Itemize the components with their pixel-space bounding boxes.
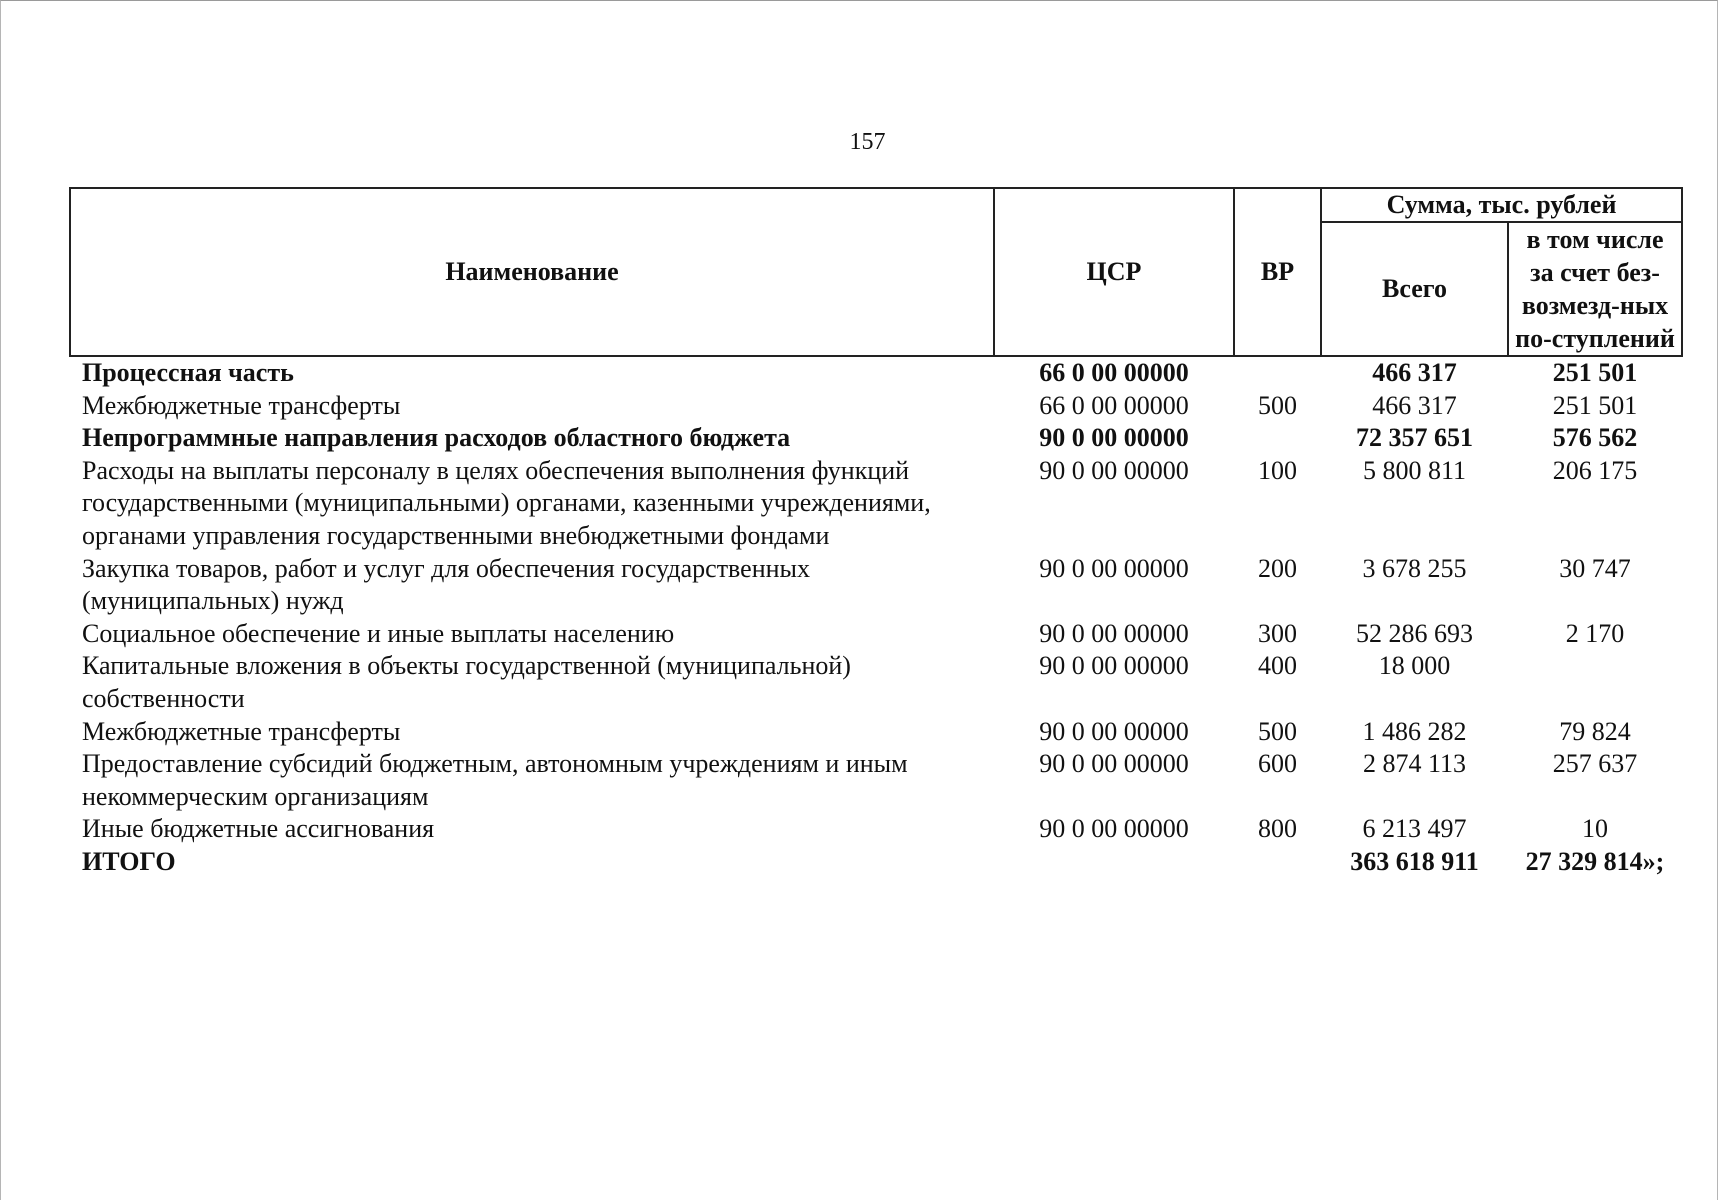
row-total: 6 213 497	[1362, 814, 1467, 844]
row-total: 466 317	[1372, 390, 1457, 420]
row-csr: 66 0 00 00000	[1039, 390, 1189, 420]
row-free: 10	[1582, 814, 1608, 844]
row-vr	[1234, 422, 1321, 455]
table-row	[70, 650, 1682, 715]
row-csr: 90 0 00 00000	[1039, 814, 1189, 844]
row-csr: 66 0 00 00000	[1039, 358, 1189, 387]
row-vr	[1234, 356, 1321, 390]
row-name: Межбюджетные трансферты	[82, 390, 401, 420]
table-header	[70, 188, 1682, 356]
row-name: Закупка товаров, работ и услуг для обеспечения государственных (муниципальных) нужд	[82, 553, 811, 616]
table-row	[70, 422, 1682, 455]
row-free: 576 562	[1552, 423, 1638, 453]
row-vr: 200	[1258, 553, 1297, 583]
row-free: 2 170	[1565, 618, 1625, 648]
table-row	[70, 716, 1682, 749]
row-free: 251 501	[1552, 358, 1638, 387]
table-row	[70, 455, 1682, 553]
row-csr	[994, 846, 1234, 879]
row-total: 5 800 811	[1362, 455, 1467, 485]
table-row	[70, 748, 1682, 813]
row-total: 3 678 255	[1362, 553, 1467, 583]
row-csr: 90 0 00 00000	[1039, 618, 1189, 648]
row-free: 30 747	[1559, 553, 1631, 583]
header-free: в том числе за счет без-возмезд-ных по-ступлений	[1508, 222, 1682, 356]
header-total: Всего	[1321, 222, 1508, 356]
row-name: ИТОГО	[82, 846, 176, 876]
header-csr: ЦСР	[994, 188, 1234, 356]
row-free: 206 175	[1552, 455, 1638, 485]
header-name: Наименование	[70, 188, 994, 356]
table-row	[70, 813, 1682, 846]
row-free: 79 824	[1559, 716, 1631, 746]
row-vr: 800	[1258, 814, 1297, 844]
row-name: Иные бюджетные ассигнования	[82, 814, 435, 844]
row-total: 2 874 113	[1362, 749, 1467, 779]
row-name: Межбюджетные трансферты	[82, 716, 401, 746]
table-row	[70, 390, 1682, 423]
row-name: Капитальные вложения в объекты государственной (муниципальной) собственности	[82, 651, 851, 713]
row-vr: 400	[1258, 651, 1297, 681]
row-csr: 90 0 00 00000	[1039, 423, 1189, 453]
row-free: 27 329 814»;	[1525, 846, 1665, 876]
row-vr: 300	[1258, 618, 1297, 648]
row-vr: 100	[1258, 455, 1297, 485]
row-total: 466 317	[1372, 358, 1457, 387]
row-name: Социальное обеспечение и иные выплаты населению	[82, 618, 675, 648]
row-free: 251 501	[1552, 390, 1638, 420]
row-vr: 500	[1258, 390, 1297, 420]
row-csr: 90 0 00 00000	[1039, 651, 1189, 681]
budget-table	[69, 187, 1683, 879]
row-csr: 90 0 00 00000	[1039, 749, 1189, 779]
page-number: 157	[849, 129, 886, 155]
row-name: Непрограммные направления расходов областного бюджета	[82, 423, 791, 453]
row-name: Предоставление субсидий бюджетным, автономным учреждениям и иным некоммерческим организациям	[82, 749, 908, 811]
row-vr	[1234, 846, 1321, 879]
table-row	[70, 356, 1682, 390]
header-sum-group: Сумма, тыс. рублей	[1321, 188, 1682, 222]
row-name: Расходы на выплаты персоналу в целях обеспечения выполнения функций государственными (муниципальными) органами, казенными учреждениями, органами управления государственными внебюджетными фондами	[82, 455, 931, 550]
table-row	[70, 553, 1682, 618]
row-csr: 90 0 00 00000	[1039, 716, 1189, 746]
table-body	[70, 356, 1682, 879]
row-vr: 500	[1258, 716, 1297, 746]
row-total: 52 286 693	[1356, 618, 1473, 648]
row-csr: 90 0 00 00000	[1039, 553, 1189, 583]
table-row	[70, 846, 1682, 879]
row-name: Процессная часть	[82, 358, 294, 387]
row-free: 257 637	[1552, 749, 1638, 779]
row-total: 363 618 911	[1350, 846, 1479, 876]
row-total: 18 000	[1378, 651, 1451, 681]
header-vr: ВР	[1234, 188, 1321, 356]
row-total: 72 357 651	[1356, 423, 1473, 453]
row-free	[1508, 650, 1682, 715]
row-vr: 600	[1258, 749, 1297, 779]
row-total: 1 486 282	[1362, 716, 1467, 746]
table-row	[70, 618, 1682, 651]
row-csr: 90 0 00 00000	[1039, 455, 1189, 485]
